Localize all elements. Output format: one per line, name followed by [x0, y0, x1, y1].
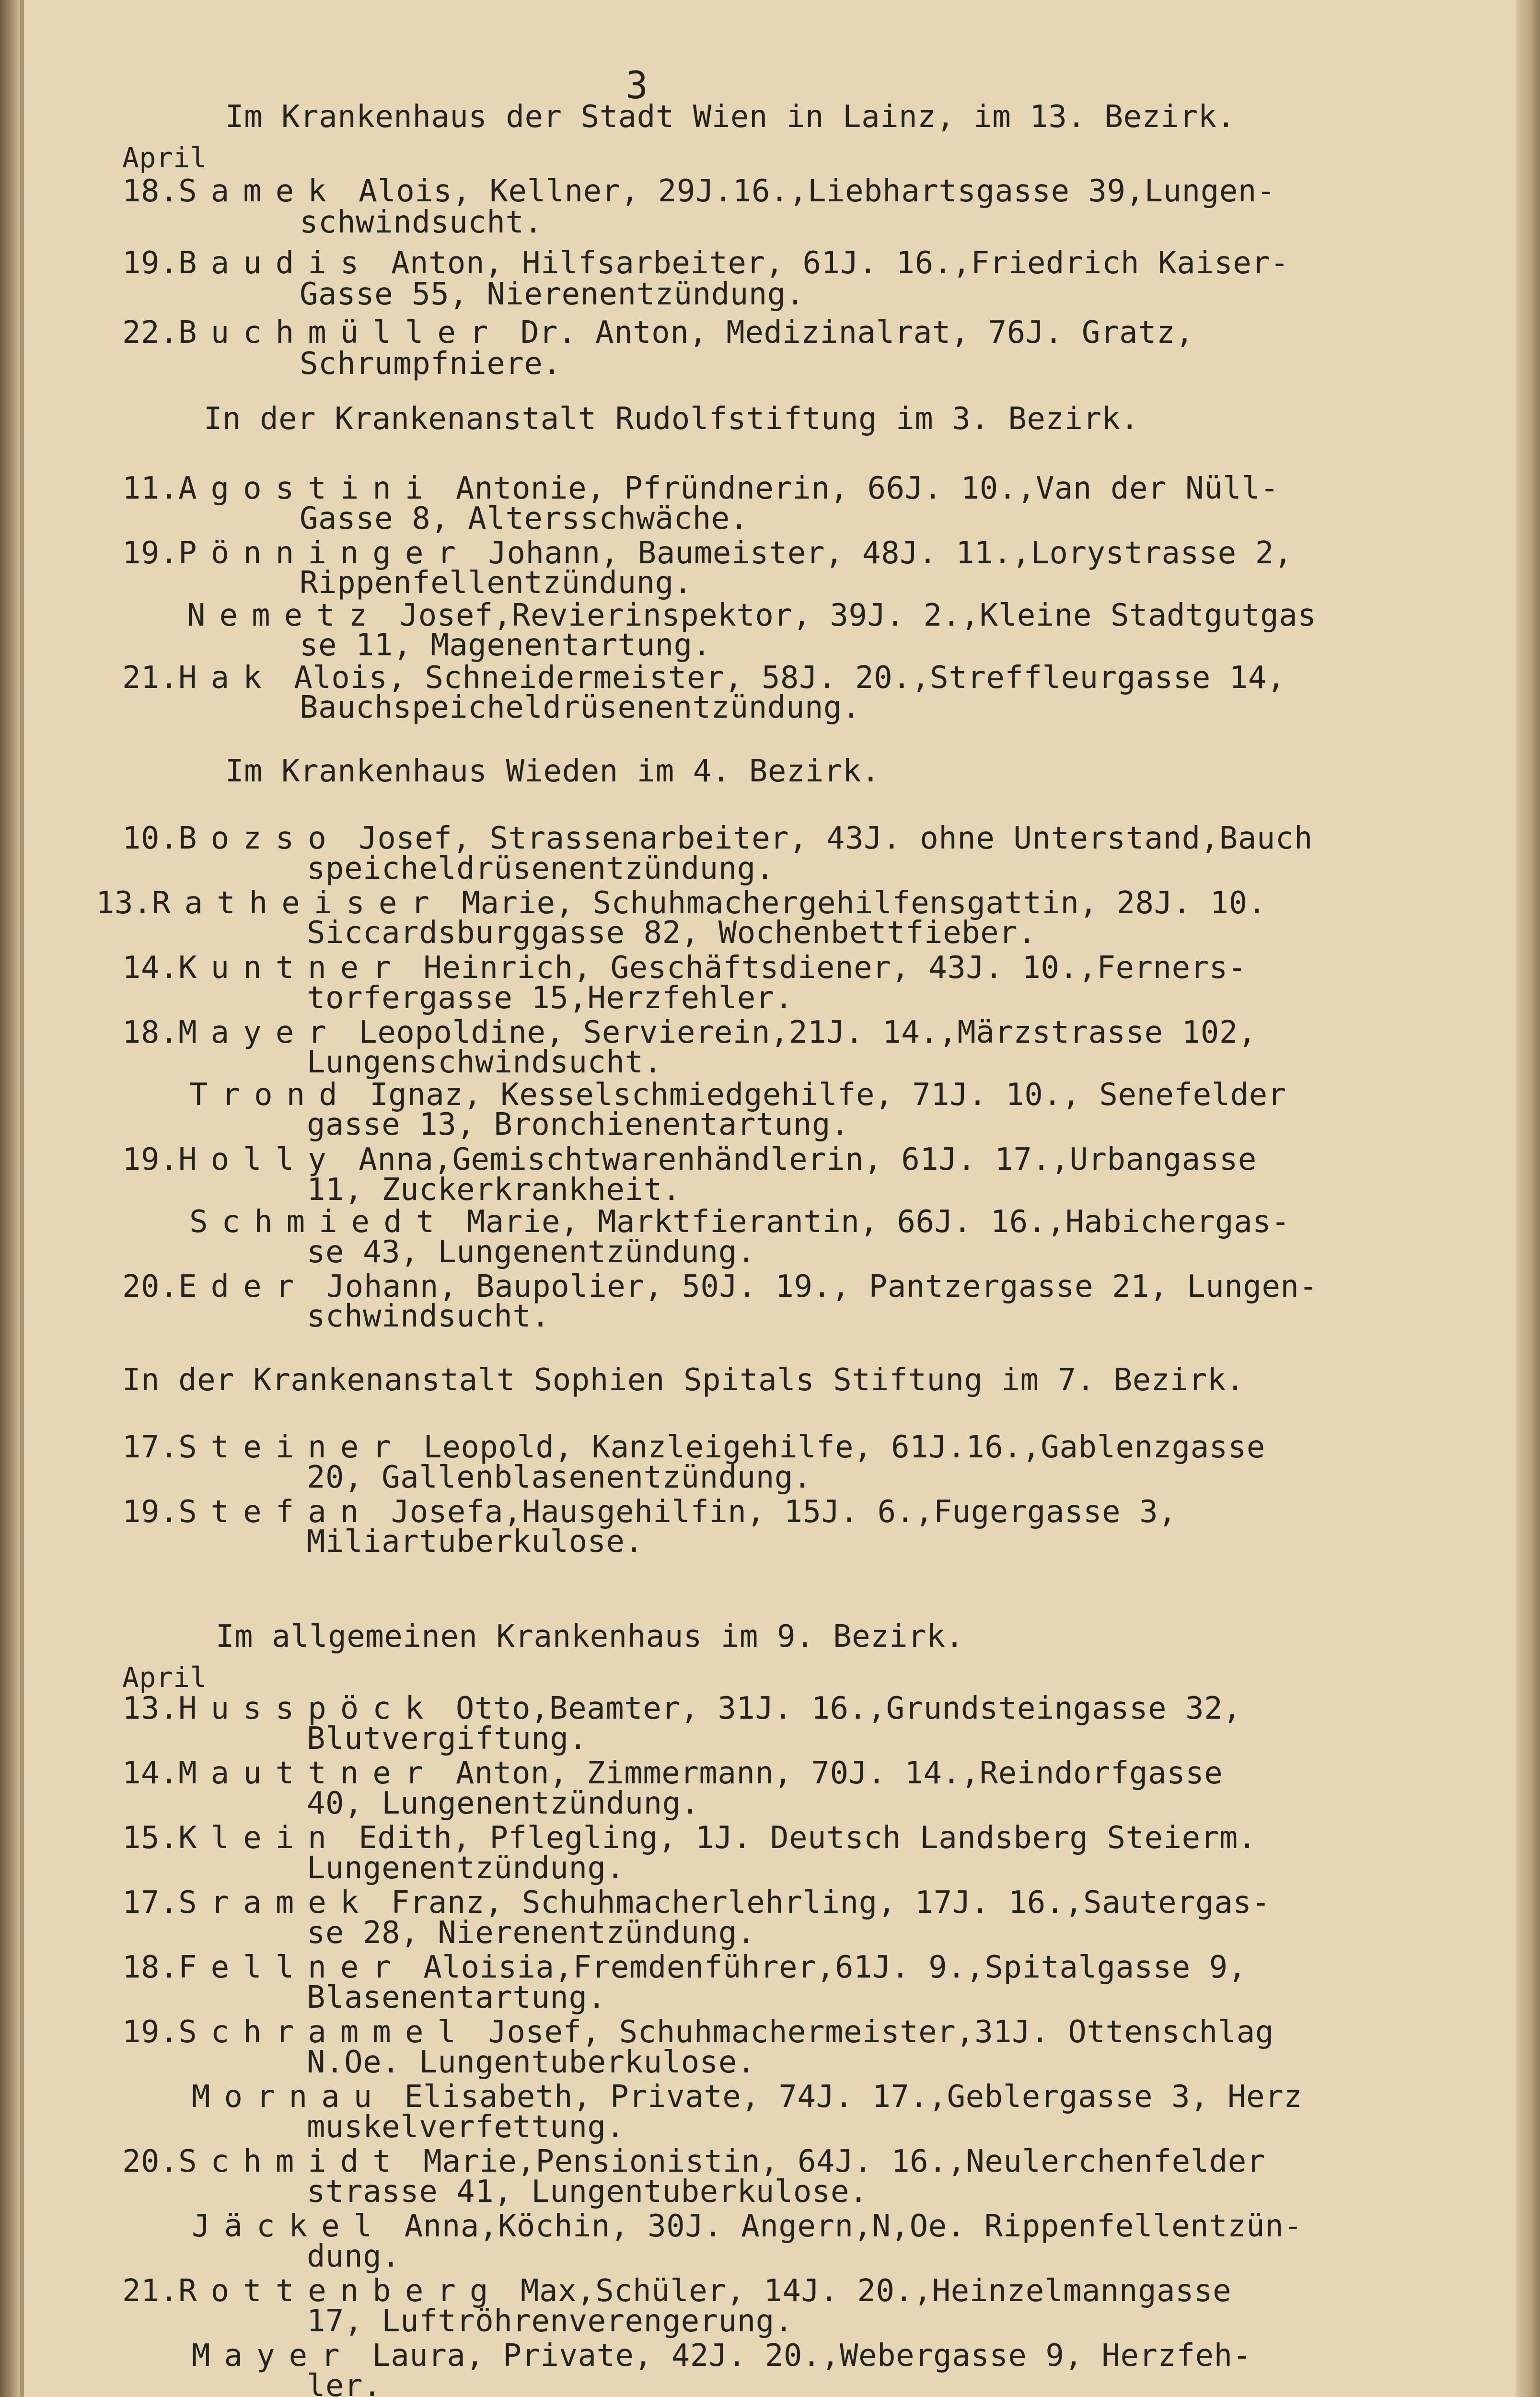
entry-surname: Kuntner — [178, 950, 438, 986]
entry-surname: Fellner — [178, 1950, 438, 1985]
list-item — [122, 1431, 1265, 1464]
page-number: 3 — [625, 64, 648, 107]
entry-continuation: Blasenentartung. — [307, 1980, 606, 2015]
list-item — [122, 1757, 1223, 1790]
entry-continuation: gasse 13, Bronchienentartung. — [307, 1107, 849, 1142]
list-item — [122, 316, 1194, 349]
page-edge — [20, 0, 24, 2397]
entry-day: 19. — [122, 245, 179, 281]
entry-day: 21. — [122, 2273, 179, 2309]
list-item — [192, 2339, 1251, 2372]
list-item — [96, 887, 1266, 919]
entry-surname: Steiner — [178, 1430, 438, 1465]
entry-continuation: Blutvergiftung. — [307, 1721, 588, 1757]
entry-continuation: Schrumpfniere. — [300, 346, 562, 382]
entry-surname: Hak — [178, 660, 308, 696]
entry-details: Heinrich, Geschäftsdiener, 43J. 10.,Ferners- — [423, 950, 1247, 986]
entry-day: 19. — [122, 1494, 179, 1530]
entry-surname: Mayer — [178, 1015, 373, 1050]
entry-details: Ignaz, Kesselschmiedgehilfe, 71J. 10., Senefelder — [370, 1077, 1286, 1113]
entry-surname: Eder — [178, 1269, 340, 1304]
entry-surname: Husspöck — [178, 1691, 470, 1726]
entry-details: Alois, Schneidermeister, 58J. 20.,Streffleurgasse 14, — [294, 660, 1285, 696]
entry-details: Anton, Zimmermann, 70J. 14.,Reindorfgasse — [455, 1756, 1223, 1791]
entry-surname: Trond — [189, 1077, 384, 1113]
entry-details: Antonie, Pfründnerin, 66J. 10.,Van der Nüll- — [455, 471, 1279, 506]
right-page-edge — [1516, 0, 1540, 2397]
entry-surname: Ratheiser — [152, 885, 476, 921]
entry-surname: Agostini — [178, 471, 470, 506]
list-item — [122, 247, 1289, 279]
entry-details: Josef, Strassenarbeiter, 43J. ohne Unterstand,Bauch — [359, 821, 1313, 856]
entry-continuation: Lungenschwindsucht. — [307, 1045, 662, 1080]
entry-continuation: Siccardsburggasse 82, Wochenbettfieber. — [307, 915, 1037, 951]
entry-day: 21. — [122, 660, 179, 696]
entry-surname: Mornau — [192, 2079, 418, 2115]
entry-details: Johann, Baumeister, 48J. 11.,Lorystrasse 2, — [488, 535, 1293, 571]
entry-continuation: schwindsucht. — [300, 205, 543, 240]
entry-continuation: 17, Luftröhrenverengerung. — [307, 2304, 793, 2339]
entry-details: Johann, Baupolier, 50J. 19., Pantzergasse 21, Lungen- — [326, 1269, 1318, 1304]
entry-details: Franz, Schuhmacherlehrling, 17J. 16.,Sautergas- — [391, 1885, 1271, 1920]
entry-surname: Baudis — [178, 245, 405, 281]
entry-continuation: muskelverfettung. — [307, 2109, 625, 2145]
entry-continuation: 40, Lungenentzündung. — [307, 1786, 700, 1821]
entry-day: 18. — [122, 1950, 179, 1985]
list-item — [122, 952, 1247, 984]
entry-surname: Jäckel — [192, 2209, 418, 2244]
entry-continuation: schwindsucht. — [307, 1299, 550, 1334]
entry-day: 10. — [122, 821, 179, 856]
entry-details: Marie, Schuhmachergehilfensgattin, 28J. 10. — [462, 885, 1266, 921]
entry-day: 17. — [122, 1885, 179, 1920]
entry-day: 20. — [122, 1269, 179, 1304]
list-item — [122, 1822, 1257, 1854]
section-heading: Im Krankenhaus Wieden im 4. Bezirk. — [225, 754, 880, 789]
entry-details: Marie,Pensionistin, 64J. 16.,Neulerchenfelder — [423, 2144, 1265, 2179]
entry-surname: Schmiedt — [189, 1204, 481, 1240]
section-heading: Im allgemeinen Krankenhaus im 9. Bezirk. — [216, 1619, 964, 1654]
entry-continuation: speicheldrüsenentzündung. — [307, 851, 775, 886]
entry-details: Aloisia,Fremdenführer,61J. 9.,Spitalgasse 9, — [423, 1950, 1247, 1985]
list-item — [189, 1206, 1290, 1238]
entry-surname: Mayer — [192, 2338, 386, 2374]
list-item — [122, 662, 1285, 694]
entry-surname: Pönninger — [178, 535, 502, 571]
list-item — [122, 1951, 1247, 1984]
entry-day: 20. — [122, 2144, 179, 2179]
entry-surname: Buchmüller — [178, 315, 534, 350]
entry-surname: Nemetz — [187, 598, 414, 633]
list-item — [122, 175, 1275, 208]
entry-details: Elisabeth, Private, 74J. 17.,Geblergasse 3, Herz — [404, 2079, 1303, 2115]
entry-continuation: Gasse 55, Nierenentzündung. — [300, 277, 805, 312]
entry-continuation: 20, Gallenblasenentzündung. — [307, 1460, 812, 1495]
list-item — [122, 1143, 1257, 1176]
entry-continuation: N.Oe. Lungentuberkulose. — [307, 2045, 756, 2080]
entry-day: 19. — [122, 2014, 179, 2050]
entry-surname: Sramek — [178, 1885, 405, 1920]
entry-continuation: Gasse 8, Altersschwäche. — [300, 501, 749, 536]
entry-details: Anton, Hilfsarbeiter, 61J. 16.,Friedrich Kaiser- — [391, 245, 1289, 281]
entry-details: Otto,Beamter, 31J. 16.,Grundsteingasse 32, — [455, 1691, 1242, 1726]
entry-day: 13. — [96, 885, 152, 921]
entry-day: 14. — [122, 1756, 179, 1791]
section-heading: Im Krankenhaus der Stadt Wien in Lainz, im 13. Bezirk. — [225, 99, 1236, 135]
list-item — [122, 2016, 1274, 2048]
list-item — [192, 2210, 1302, 2243]
entry-continuation: Rippenfellentzündung. — [300, 565, 693, 601]
entry-continuation: Miliartuberkulose. — [307, 1524, 644, 1559]
entry-details: Marie, Marktfierantin, 66J. 16.,Habichergas- — [466, 1204, 1290, 1240]
entry-continuation: se 28, Nierenentzündung. — [307, 1915, 756, 1951]
list-item — [192, 2081, 1302, 2113]
entry-continuation: se 11, Magenentartung. — [300, 628, 711, 663]
entry-details: Josef,Revierinspektor, 39J. 2.,Kleine Stadtgutgas — [399, 598, 1317, 633]
entry-surname: Bozso — [178, 821, 373, 856]
entry-details: Anna,Gemischtwarenhändlerin, 61J. 17.,Urbangasse — [359, 1142, 1257, 1177]
entry-day: 13. — [122, 1691, 179, 1726]
entry-details: Josefa,Hausgehilfin, 15J. 6.,Fugergasse 3, — [391, 1494, 1177, 1530]
entry-details: Edith, Pflegling, 1J. Deutsch Landsberg Steierm. — [359, 1820, 1257, 1856]
list-item — [122, 1496, 1177, 1528]
entry-day: 18. — [122, 1015, 179, 1050]
entry-day: 19. — [122, 1142, 179, 1177]
entry-details: Alois, Kellner, 29J.16.,Liebhartsgasse 39,Lungen- — [359, 174, 1275, 209]
entry-continuation: 11, Zuckerkrankheit. — [307, 1172, 681, 1208]
list-item — [122, 2275, 1231, 2307]
entry-day: 11. — [122, 471, 179, 506]
list-item — [122, 1886, 1270, 1919]
entry-day: 18. — [122, 174, 179, 209]
entry-day: 19. — [122, 535, 179, 571]
entry-surname: Mauttner — [178, 1756, 470, 1791]
entry-details: Max,Schüler, 14J. 20.,Heinzelmanngasse — [520, 2273, 1232, 2309]
entry-surname: Schmidt — [178, 2144, 438, 2179]
list-item — [122, 1270, 1318, 1303]
month-label: April — [122, 141, 208, 174]
entry-details: Anna,Köchin, 30J. Angern,N,Oe. Rippenfellentzün- — [404, 2209, 1303, 2244]
entry-details: Dr. Anton, Medizinalrat, 76J. Gratz, — [520, 315, 1194, 350]
list-item — [122, 537, 1293, 570]
month-label: April — [122, 1661, 208, 1694]
entry-surname: Schrammel — [178, 2014, 502, 2050]
list-item — [189, 1079, 1286, 1111]
entry-day: 17. — [122, 1430, 179, 1465]
section-heading: In der Krankenanstalt Rudolfstiftung im 3. Bezirk. — [204, 401, 1139, 437]
entry-continuation: dung. — [307, 2239, 401, 2274]
entry-surname: Holly — [178, 1142, 373, 1177]
entry-details: Josef, Schuhmachermeister,31J. Ottenschlag — [488, 2014, 1274, 2050]
entry-continuation: Bauchspeicheldrüsenentzündung. — [300, 690, 861, 725]
entry-continuation: strasse 41, Lungentuberkulose. — [307, 2174, 868, 2210]
list-item — [122, 1692, 1241, 1725]
list-item — [122, 822, 1313, 855]
entry-details: Leopold, Kanzleigehilfe, 61J.16.,Gablenzgasse — [423, 1430, 1265, 1465]
list-item — [187, 599, 1316, 632]
entry-day: 14. — [122, 950, 179, 986]
entry-details: Laura, Private, 42J. 20.,Webergasse 9, Herzfeh- — [372, 2338, 1251, 2374]
section-heading: In der Krankenanstalt Sophien Spitals Stiftung im 7. Bezirk. — [122, 1362, 1245, 1398]
entry-details: Leopoldine, Servierein,21J. 14.,Märzstrasse 102, — [359, 1015, 1257, 1050]
list-item — [122, 1016, 1257, 1049]
list-item — [122, 472, 1279, 505]
entry-continuation: ler. — [307, 2368, 382, 2397]
entry-day: 15. — [122, 1820, 179, 1856]
entry-continuation: se 43, Lungenentzündung. — [307, 1234, 756, 1270]
entry-surname: Samek — [178, 174, 373, 209]
entry-continuation: torfergasse 15,Herzfehler. — [307, 980, 793, 1016]
entry-day: 22. — [122, 315, 179, 350]
list-item — [122, 2145, 1265, 2178]
book-binding — [0, 0, 20, 2397]
entry-continuation: Lungenentzündung. — [307, 1850, 625, 1886]
entry-surname: Rottenberg — [178, 2273, 534, 2309]
entry-surname: Klein — [178, 1820, 373, 1856]
entry-surname: Stefan — [178, 1494, 405, 1530]
